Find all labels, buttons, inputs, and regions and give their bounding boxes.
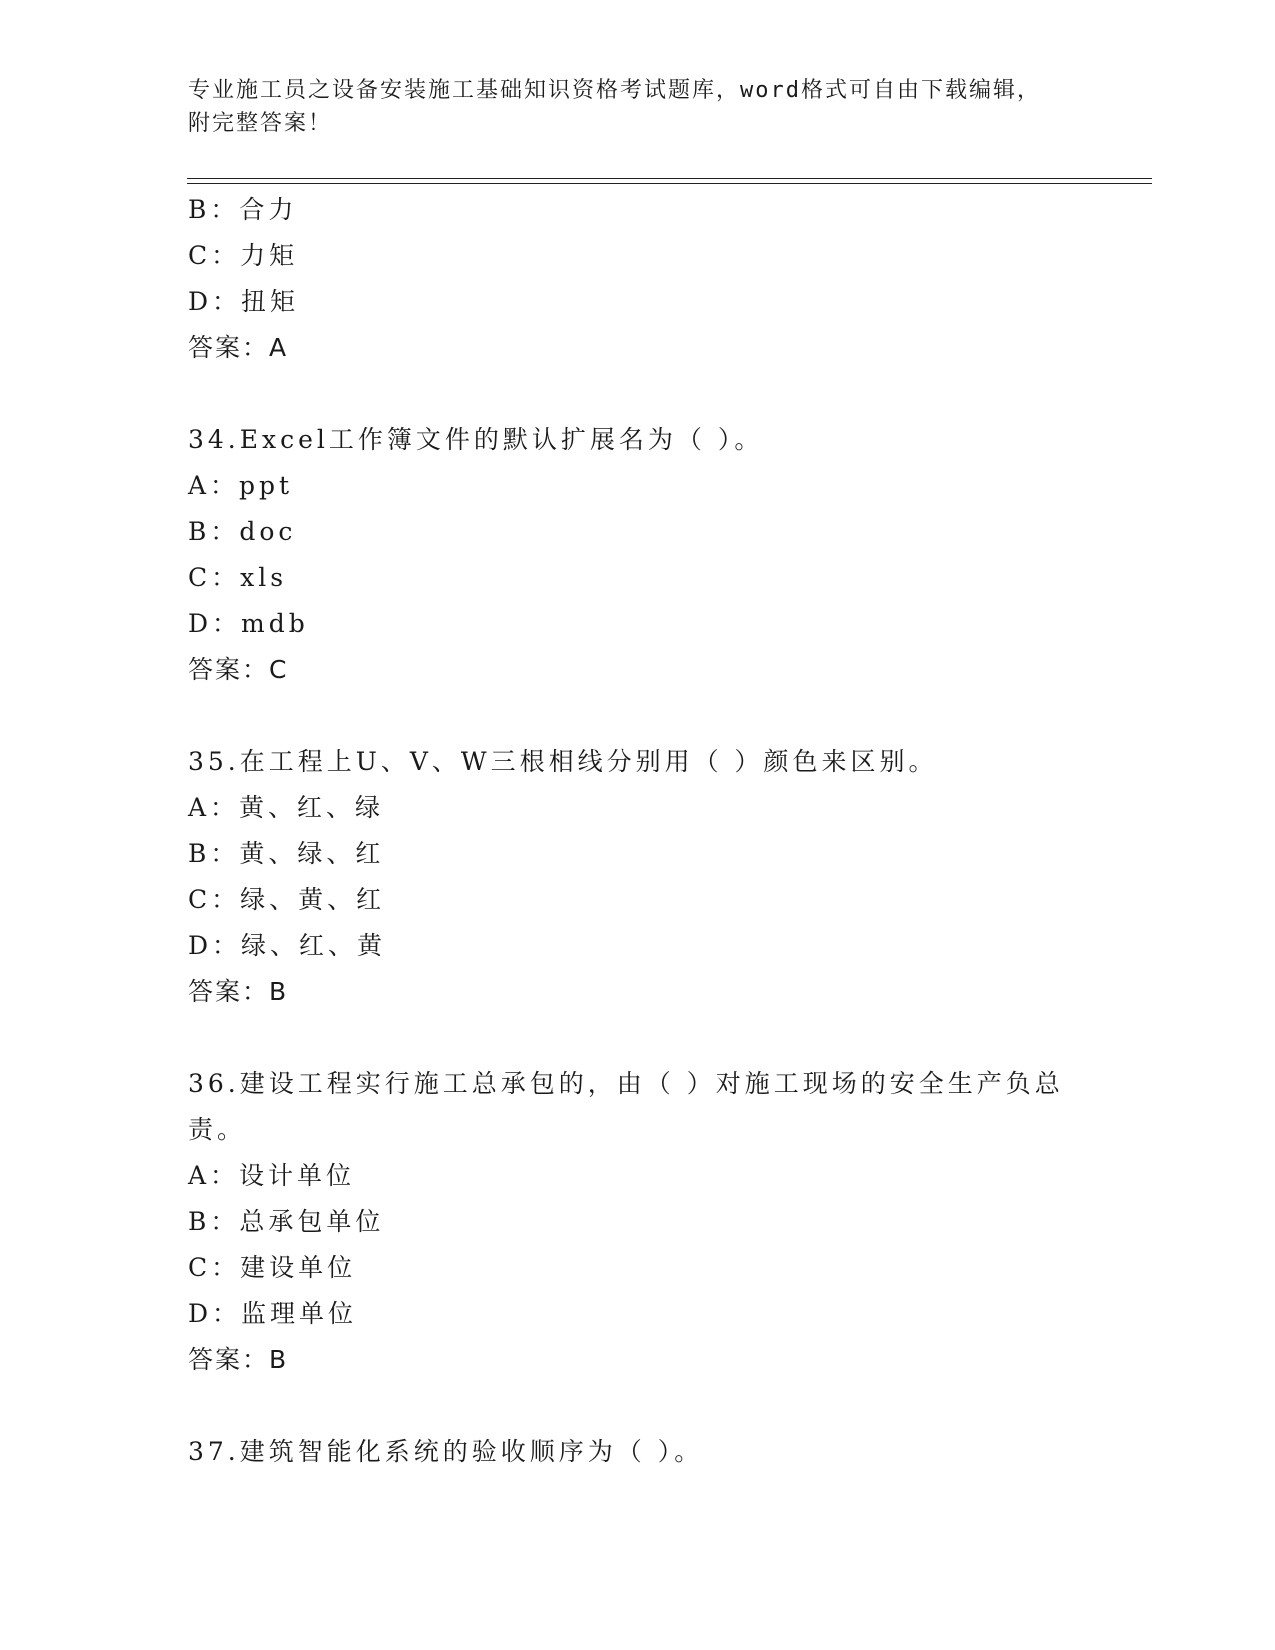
option-c: C：力矩 <box>188 241 299 270</box>
question-stem: 35.在工程上U、V、W三根相线分别用（ ）颜色来区别。 <box>188 747 938 776</box>
answer-line: 答案：C <box>188 655 289 684</box>
option-b: B：总承包单位 <box>188 1207 385 1236</box>
partial-question-block <box>188 187 1088 371</box>
answer-line: 答案：B <box>188 1345 289 1374</box>
spacer <box>188 1015 1088 1061</box>
spacer <box>188 693 1088 739</box>
question-stem: 34.Excel工作簿文件的默认扩展名为（ ）。 <box>188 425 764 454</box>
question-35 <box>188 739 1088 1015</box>
question-list <box>188 187 1088 1475</box>
option-d: D：mdb <box>188 609 309 638</box>
option-b: B：黄、绿、红 <box>188 839 385 868</box>
option-a: A：黄、红、绿 <box>188 793 385 822</box>
header-divider-bottom <box>187 183 1152 184</box>
option-c: C：绿、黄、红 <box>188 885 386 914</box>
header-line-1: 专业施工员之设备安装施工基础知识资格考试题库，word格式可自由下载编辑， <box>188 78 1041 103</box>
question-stem: 36.建设工程实行施工总承包的，由（ ）对施工现场的安全生产负总责。 <box>188 1069 1064 1144</box>
option-b: B：doc <box>188 517 297 546</box>
spacer <box>188 1383 1088 1429</box>
header-line-2: 附完整答案！ <box>188 111 333 136</box>
option-c: C：建设单位 <box>188 1253 357 1282</box>
option-d: D：绿、红、黄 <box>188 931 387 960</box>
option-a: A：ppt <box>188 471 294 500</box>
option-a: A：设计单位 <box>188 1161 356 1190</box>
answer-line: 答案：A <box>188 333 289 362</box>
spacer <box>188 371 1088 417</box>
question-34 <box>188 417 1088 693</box>
question-stem: 37.建筑智能化系统的验收顺序为（ ）。 <box>188 1437 704 1466</box>
option-d: D：扭矩 <box>188 287 300 316</box>
option-d: D：监理单位 <box>188 1299 358 1328</box>
option-b: B：合力 <box>188 195 298 224</box>
document-header <box>188 74 1088 140</box>
header-divider-top <box>187 178 1152 179</box>
answer-line: 答案：B <box>188 977 289 1006</box>
question-36 <box>188 1061 1088 1383</box>
question-37 <box>188 1429 1088 1475</box>
option-c: C：xls <box>188 563 288 592</box>
